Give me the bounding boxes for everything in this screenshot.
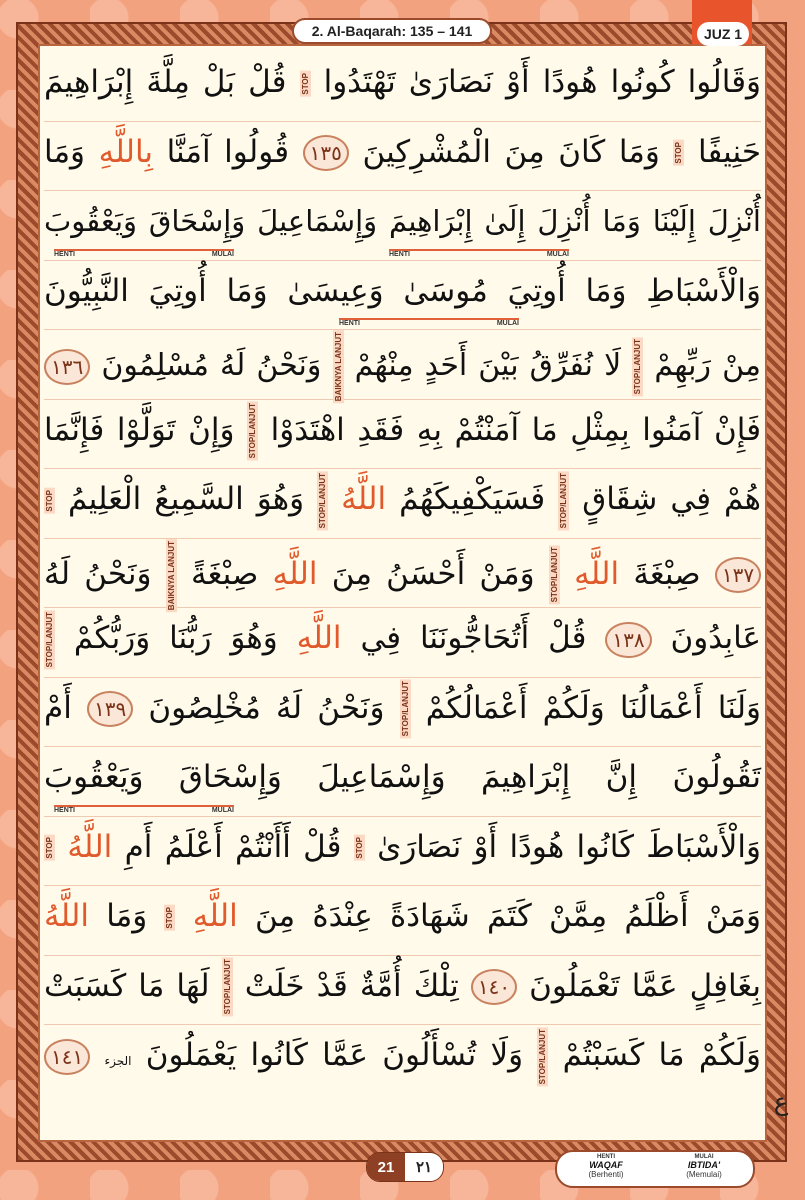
line-13: وَمَنْ أَظْلَمُ مِمَّنْ كَتَمَ شَهَادَةً عِنْدَهُ مِنَ اللَّهِ STOP وَمَا اللَّهُ bbox=[44, 886, 761, 956]
stop-mark: STOP bbox=[300, 72, 310, 95]
last-word: أَمْ bbox=[44, 689, 72, 726]
line-5: مِنْ رَبِّهِمْ STOP/LANJUT لَا نُفَرِّقُ بَيْنَ أَحَدٍ مِنْهُمْ BAIKNYA LANJUT وَنَحْنُ لَهُ مُسْلِمُونَ ١٣٦ bbox=[44, 330, 761, 400]
line-10: وَلَنَا أَعْمَالُنَا وَلَكُمْ أَعْمَالُكُمْ STOP/LANJUT وَنَحْنُ لَهُ مُخْلِصُونَ ١٣٩ أَمْ bbox=[44, 678, 761, 748]
surah-title: 2. Al-Baqarah: 135 – 141 bbox=[292, 18, 492, 44]
line-9: عَابِدُونَ ١٣٨ قُلْ أَتُحَاجُّونَنَا فِي اللَّهِ وَهُوَ رَبُّنَا وَرَبُّكُمْ STOP/LANJUT bbox=[44, 608, 761, 678]
line-1: وَقَالُوا كُونُوا هُودًا أَوْ نَصَارَىٰ تَهْتَدُوا STOP قُلْ بَلْ مِلَّةَ إِبْرَاهِيمَ bbox=[44, 52, 761, 122]
quran-lines bbox=[44, 52, 761, 1094]
ayah-number: ١٤١ bbox=[44, 1039, 90, 1075]
juz-marker: الجزء bbox=[104, 1054, 132, 1068]
ruku-marker: ع bbox=[773, 1088, 789, 1116]
line-11: تَقُولُونَ إِنَّ إِبْرَاهِيمَ وَإِسْمَاعِيلَ وَإِسْحَاقَ وَيَعْقُوبَ HENTI MULAI bbox=[44, 747, 761, 817]
henti-mulai-marker: HENTI MULAI bbox=[389, 250, 569, 258]
henti-mulai-marker: HENTI MULAI bbox=[339, 320, 519, 327]
henti-mulai-marker: HENTI MULAI bbox=[54, 806, 234, 814]
line-6: فَإِنْ آمَنُوا بِمِثْلِ مَا آمَنْتُمْ بِهِ فَقَدِ اهْتَدَوْا STOP/LANJUT وَإِنْ تَوَلَّوْا فَإِنَّمَا bbox=[44, 400, 761, 470]
ayah-number: ١٣٨ bbox=[605, 622, 651, 658]
stop-mark: STOP bbox=[674, 142, 684, 164]
line-2: حَنِيفًا STOP وَمَا كَانَ مِنَ الْمُشْرِكِينَ ١٣٥ قُولُوا آمَنَّا بِاللَّهِ وَمَا bbox=[44, 122, 761, 192]
henti-mulai-marker: HENTI MULAI bbox=[54, 250, 234, 258]
line-8: ١٣٧ صِبْغَةَ اللَّهِ STOP/LANJUT وَمَنْ أَحْسَنُ مِنَ اللَّهِ صِبْغَةً BAIKNYA LANJUT وَنَحْنُ لَهُ bbox=[44, 539, 761, 609]
line-4: وَالْأَسْبَاطِ وَمَا أُوتِيَ مُوسَىٰ وَعِيسَىٰ وَمَا أُوتِيَ النَّبِيُّونَ HENTI MULAI bbox=[44, 261, 761, 331]
line-14: بِغَافِلٍ عَمَّا تَعْمَلُونَ ١٤٠ تِلْكَ أُمَّةٌ قَدْ خَلَتْ STOP/LANJUT لَهَا مَا كَسَبَتْ bbox=[44, 956, 761, 1026]
ayah-number: ١٤٠ bbox=[471, 969, 517, 1005]
ayah-number: ١٣٥ bbox=[303, 135, 349, 171]
ayah-number: ١٣٩ bbox=[87, 691, 133, 727]
line-12: وَالْأَسْبَاطَ كَانُوا هُودًا أَوْ نَصَارَىٰ STOP قُلْ أَأَنْتُمْ أَعْلَمُ أَمِ اللَّهُ STOP bbox=[44, 817, 761, 887]
juz-label: JUZ 1 bbox=[697, 22, 749, 46]
line-7: هُمْ فِي شِقَاقٍ STOP/LANJUT فَسَيَكْفِيكَهُمُ اللَّهُ STOP/LANJUT وَهُوَ السَّمِيعُ الْعَلِيمُ STOP bbox=[44, 469, 761, 539]
ayah-number: ١٣٧ bbox=[715, 557, 761, 593]
page-number: 21 ٢١ bbox=[366, 1152, 444, 1182]
line-3: أُنْزِلَ إِلَيْنَا وَمَا أُنْزِلَ إِلَىٰ إِبْرَاهِيمَ وَإِسْمَاعِيلَ وَإِسْحَاقَ وَيَعْقُوبَ HENTI MULAI HENTI MULAI bbox=[44, 191, 761, 261]
ayah-number: ١٣٦ bbox=[44, 349, 90, 385]
line-15: وَلَكُمْ مَا كَسَبْتُمْ STOP/LANJUT وَلَا تُسْأَلُونَ عَمَّا كَانُوا يَعْمَلُونَ الجزء ١٤١ bbox=[44, 1025, 761, 1094]
waqaf-ibtida-legend: HENTI WAQAF (Berhenti) MULAI IBTIDA' (Memulai) bbox=[555, 1150, 755, 1188]
